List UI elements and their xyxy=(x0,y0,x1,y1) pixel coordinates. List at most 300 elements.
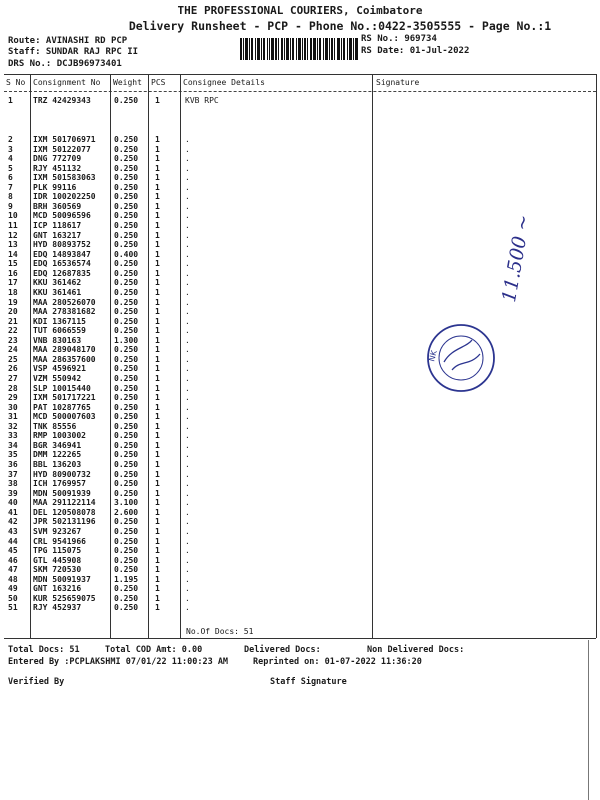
row-consignee-details: . xyxy=(185,192,190,202)
row-consignee-details: . xyxy=(185,507,190,517)
row-weight: 0.250 xyxy=(114,354,139,364)
row-consignment-no: IXM 501717221 xyxy=(33,393,96,403)
row-consignee-details: . xyxy=(185,383,190,393)
row-weight: 0.250 xyxy=(114,211,139,221)
row-weight: 0.250 xyxy=(114,584,139,594)
table-row xyxy=(0,584,600,593)
row-consignee-details: . xyxy=(185,393,190,403)
row-consignment-no: KDI 1367115 xyxy=(33,316,86,326)
row-sno: 18 xyxy=(8,287,18,297)
table-row xyxy=(0,145,600,154)
company-name: THE PROFESSIONAL COURIERS, Coimbatore xyxy=(177,4,423,17)
row-pcs: 1 xyxy=(155,555,160,565)
row-consignee-details: . xyxy=(185,555,190,565)
row-consignee-details: . xyxy=(185,412,190,422)
row-weight: 3.100 xyxy=(114,498,139,508)
col-header-weight: Weight xyxy=(113,78,142,87)
row-sno: 20 xyxy=(8,307,18,317)
row-weight: 0.250 xyxy=(114,96,139,105)
row-consignee-details: . xyxy=(185,440,190,450)
row-sno: 50 xyxy=(8,593,18,603)
row-weight: 0.250 xyxy=(114,307,139,317)
row-consignment-no: CRL 9541966 xyxy=(33,536,86,546)
row-weight: 0.250 xyxy=(114,316,139,326)
row-sno: 39 xyxy=(8,488,18,498)
row-weight: 0.250 xyxy=(114,565,139,575)
row-weight: 0.250 xyxy=(114,479,139,489)
row-consignment-no: SLP 10015440 xyxy=(33,383,91,393)
row-sno: 26 xyxy=(8,364,18,374)
table-row xyxy=(0,192,600,201)
row-weight: 0.250 xyxy=(114,182,139,192)
row-pcs: 1 xyxy=(155,163,160,173)
row-sno: 29 xyxy=(8,393,18,403)
row-consignment-no: DNG 772709 xyxy=(33,154,82,164)
row-consignee-details: . xyxy=(185,211,190,221)
row-sno: 5 xyxy=(8,163,13,173)
row-sno: 3 xyxy=(8,144,13,154)
table-row xyxy=(0,211,600,220)
row-consignee-details: . xyxy=(185,287,190,297)
row-pcs: 1 xyxy=(155,335,160,345)
row-weight: 0.250 xyxy=(114,173,139,183)
row-consignee-details: . xyxy=(185,374,190,383)
row-pcs: 1 xyxy=(155,498,160,508)
round-stamp xyxy=(422,318,500,398)
table-row xyxy=(0,317,600,326)
table-row xyxy=(0,403,600,412)
row-consignment-no: TUT 6066559 xyxy=(33,326,86,336)
row-consignee-details: . xyxy=(185,526,190,536)
row-sno: 51 xyxy=(8,603,18,613)
row-pcs: 1 xyxy=(155,565,160,575)
row-pcs: 1 xyxy=(155,201,160,211)
row-weight: 0.250 xyxy=(114,326,139,336)
row-sno: 14 xyxy=(8,249,18,259)
row-pcs: 1 xyxy=(155,536,160,546)
row-sno: 41 xyxy=(8,507,18,517)
row-weight: 0.250 xyxy=(114,345,139,355)
row-consignee-details: . xyxy=(185,278,190,288)
table-row xyxy=(0,345,600,354)
row-sno: 33 xyxy=(8,431,18,441)
row-weight: 0.250 xyxy=(114,421,139,431)
row-sno: 47 xyxy=(8,565,18,575)
row-consignment-no: ICP 118617 xyxy=(33,221,82,231)
row-pcs: 1 xyxy=(155,230,160,240)
row-weight: 1.300 xyxy=(114,335,139,345)
row-weight: 0.250 xyxy=(114,144,139,154)
row-sno: 9 xyxy=(8,201,13,211)
row-consignment-no: VSP 4596921 xyxy=(33,364,86,374)
row-consignment-no: EDQ 16536574 xyxy=(33,259,91,269)
row-weight: 0.250 xyxy=(114,221,139,231)
col-header-consignee: Consignee Details xyxy=(183,78,265,87)
row-consignee-details: . xyxy=(185,135,190,144)
row-sno: 23 xyxy=(8,335,18,345)
row-pcs: 1 xyxy=(155,345,160,355)
row-pcs: 1 xyxy=(155,316,160,326)
row-consignment-no: MAA 286357600 xyxy=(33,354,96,364)
row-weight: 0.250 xyxy=(114,536,139,546)
row-pcs: 1 xyxy=(155,364,160,374)
row-weight: 0.250 xyxy=(114,268,139,278)
row-consignee-details: . xyxy=(185,402,190,412)
row-consignment-no: MDN 50091937 xyxy=(33,574,91,584)
row-consignment-no: SVM 923267 xyxy=(33,526,82,536)
row-sno: 24 xyxy=(8,345,18,355)
row-consignment-no: KKU 361462 xyxy=(33,278,82,288)
row-sno: 10 xyxy=(8,211,18,221)
row-weight: 0.250 xyxy=(114,440,139,450)
row-consignment-no: EDQ 12687835 xyxy=(33,268,91,278)
row-weight: 0.250 xyxy=(114,393,139,403)
row-pcs: 1 xyxy=(155,287,160,297)
row-weight: 0.250 xyxy=(114,201,139,211)
table-row xyxy=(0,594,600,603)
rs-number: RS No.: 969734 xyxy=(361,34,437,44)
row-weight: 0.250 xyxy=(114,192,139,202)
row-consignee-details: . xyxy=(185,326,190,336)
row-consignment-no: MCD 50096596 xyxy=(33,211,91,221)
row-consignment-no: HYD 80893752 xyxy=(33,240,91,250)
row-pcs: 1 xyxy=(155,259,160,269)
row-consignment-no: DMM 122265 xyxy=(33,450,82,460)
col-header-pcs: PCS xyxy=(151,78,166,87)
row-consignee-details: . xyxy=(185,584,190,594)
table-row xyxy=(0,412,600,421)
row-weight: 0.250 xyxy=(114,374,139,383)
row-sno: 34 xyxy=(8,440,18,450)
row-pcs: 1 xyxy=(155,469,160,479)
row-sno: 32 xyxy=(8,421,18,431)
row-consignee-details: . xyxy=(185,335,190,345)
row-consignee-details: . xyxy=(185,173,190,183)
barcode xyxy=(240,38,358,60)
row-consignment-no: KKU 361461 xyxy=(33,287,82,297)
row-consignment-no: JPR 502131196 xyxy=(33,517,96,527)
table-row xyxy=(0,393,600,402)
row-consignment-no: IDR 100202250 xyxy=(33,192,96,202)
row-consignee-details: . xyxy=(185,268,190,278)
header-dashed-rule xyxy=(4,91,596,92)
row-sno: 1 xyxy=(8,96,13,105)
staff-label: Staff: SUNDAR RAJ RPC II xyxy=(8,47,139,57)
row-pcs: 1 xyxy=(155,603,160,613)
table-row xyxy=(0,364,600,373)
table-row xyxy=(0,307,600,316)
row-sno: 45 xyxy=(8,546,18,556)
table-row xyxy=(0,479,600,488)
row-consignment-no: HYD 80900732 xyxy=(33,469,91,479)
table-row xyxy=(0,173,600,182)
table-row xyxy=(0,164,600,173)
row-sno: 25 xyxy=(8,354,18,364)
row-consignment-no: IXM 50122077 xyxy=(33,144,91,154)
row-sno: 4 xyxy=(8,154,13,164)
row-consignee-details: . xyxy=(185,182,190,192)
row-sno: 13 xyxy=(8,240,18,250)
row-pcs: 1 xyxy=(155,211,160,221)
row-consignee-details: . xyxy=(185,201,190,211)
row-consignment-no: MCD 500007603 xyxy=(33,412,96,422)
row-consignment-no: DEL 120508078 xyxy=(33,507,96,517)
row-sno: 46 xyxy=(8,555,18,565)
row-sno: 15 xyxy=(8,259,18,269)
table-bottom-rule xyxy=(4,638,596,639)
row-consignment-no: PAT 10287765 xyxy=(33,402,91,412)
table-row xyxy=(0,575,600,584)
row-sno: 16 xyxy=(8,268,18,278)
row-weight: 2.600 xyxy=(114,507,139,517)
row-pcs: 1 xyxy=(155,307,160,317)
row-consignment-no: IXM 501583063 xyxy=(33,173,96,183)
reprinted-on: Reprinted on: 01-07-2022 11:36:20 xyxy=(253,657,422,667)
col-header-signature: Signature xyxy=(376,78,420,87)
row-consignment-no: MAA 280526070 xyxy=(33,297,96,307)
stamp-text: NK xyxy=(427,349,439,363)
table-row xyxy=(0,135,600,144)
rs-date: RS Date: 01-Jul-2022 xyxy=(361,46,470,56)
row-consignment-no: VNB 830163 xyxy=(33,335,82,345)
table-row xyxy=(0,527,600,536)
row-consignee-details: . xyxy=(185,546,190,556)
table-row xyxy=(0,460,600,469)
handwritten-amount: 11.500 ~ xyxy=(498,212,536,304)
row-pcs: 1 xyxy=(155,412,160,422)
row-consignment-no: SKM 720530 xyxy=(33,565,82,575)
row-weight: 0.250 xyxy=(114,517,139,527)
row-consignee-details: . xyxy=(185,221,190,231)
row-sno: 31 xyxy=(8,412,18,422)
row-consignment-no: IXM 501706971 xyxy=(33,135,96,144)
table-top-rule xyxy=(4,74,596,75)
row-weight: 0.250 xyxy=(114,287,139,297)
row-weight: 0.250 xyxy=(114,546,139,556)
table-row xyxy=(0,537,600,546)
row-consignee-details: . xyxy=(185,479,190,489)
row-pcs: 1 xyxy=(155,297,160,307)
row-pcs: 1 xyxy=(155,326,160,336)
col-header-consignment: Consignment No xyxy=(33,78,101,87)
row-consignee-details: . xyxy=(185,240,190,250)
row-pcs: 1 xyxy=(155,268,160,278)
row-sno: 30 xyxy=(8,402,18,412)
row-pcs: 1 xyxy=(155,584,160,594)
row-consignee-details: . xyxy=(185,354,190,364)
row-consignee-details: KVB RPC xyxy=(185,96,219,105)
row-pcs: 1 xyxy=(155,135,160,144)
table-row xyxy=(0,202,600,211)
row-consignment-no: MAA 291122114 xyxy=(33,498,96,508)
row-consignee-details: . xyxy=(185,364,190,374)
table-row xyxy=(0,384,600,393)
row-pcs: 1 xyxy=(155,354,160,364)
row-sno: 19 xyxy=(8,297,18,307)
no-of-docs: No.Of Docs: 51 xyxy=(186,627,254,636)
row-sno: 12 xyxy=(8,230,18,240)
row-consignee-details: . xyxy=(185,593,190,603)
table-row xyxy=(0,326,600,335)
row-pcs: 1 xyxy=(155,479,160,489)
row-weight: 0.250 xyxy=(114,230,139,240)
row-consignee-details: . xyxy=(185,574,190,584)
table-row xyxy=(0,96,600,105)
row-pcs: 1 xyxy=(155,450,160,460)
staff-signature-label: Staff Signature xyxy=(270,677,347,687)
table-row xyxy=(0,422,600,431)
row-sno: 35 xyxy=(8,450,18,460)
row-consignment-no: TPG 115075 xyxy=(33,546,82,556)
row-consignee-details: . xyxy=(185,498,190,508)
row-sno: 6 xyxy=(8,173,13,183)
row-sno: 37 xyxy=(8,469,18,479)
table-row xyxy=(0,489,600,498)
row-consignment-no: MAA 289048170 xyxy=(33,345,96,355)
row-weight: 0.250 xyxy=(114,593,139,603)
row-consignee-details: . xyxy=(185,536,190,546)
row-pcs: 1 xyxy=(155,96,160,105)
row-weight: 0.250 xyxy=(114,163,139,173)
table-row xyxy=(0,336,600,345)
row-weight: 0.250 xyxy=(114,526,139,536)
row-consignment-no: RMP 1003002 xyxy=(33,431,86,441)
row-weight: 0.250 xyxy=(114,488,139,498)
row-weight: 0.250 xyxy=(114,450,139,460)
verified-by-label: Verified By xyxy=(8,677,65,687)
row-consignment-no: GNT 163216 xyxy=(33,584,82,594)
row-consignee-details: . xyxy=(185,603,190,613)
row-pcs: 1 xyxy=(155,278,160,288)
row-weight: 0.250 xyxy=(114,431,139,441)
row-sno: 40 xyxy=(8,498,18,508)
total-docs: Total Docs: 51 xyxy=(8,645,80,655)
row-weight: 0.250 xyxy=(114,154,139,164)
row-consignment-no: TRZ 42429343 xyxy=(33,96,91,105)
row-consignee-details: . xyxy=(185,517,190,527)
row-pcs: 1 xyxy=(155,517,160,527)
row-weight: 0.250 xyxy=(114,297,139,307)
row-pcs: 1 xyxy=(155,421,160,431)
row-pcs: 1 xyxy=(155,383,160,393)
row-weight: 1.195 xyxy=(114,574,139,584)
row-weight: 0.250 xyxy=(114,364,139,374)
row-pcs: 1 xyxy=(155,221,160,231)
row-sno: 42 xyxy=(8,517,18,527)
row-pcs: 1 xyxy=(155,593,160,603)
row-consignee-details: . xyxy=(185,249,190,259)
row-consignment-no: TNK 85556 xyxy=(33,421,77,431)
row-consignee-details: . xyxy=(185,469,190,479)
row-consignee-details: . xyxy=(185,230,190,240)
table-row xyxy=(0,508,600,517)
row-sno: 2 xyxy=(8,135,13,144)
table-row xyxy=(0,441,600,450)
table-row xyxy=(0,556,600,565)
row-pcs: 1 xyxy=(155,173,160,183)
row-sno: 8 xyxy=(8,192,13,202)
row-consignment-no: RJY 452937 xyxy=(33,603,82,613)
table-row xyxy=(0,517,600,526)
row-consignee-details: . xyxy=(185,307,190,317)
row-sno: 17 xyxy=(8,278,18,288)
row-pcs: 1 xyxy=(155,440,160,450)
row-consignee-details: . xyxy=(185,154,190,164)
row-weight: 0.250 xyxy=(114,412,139,422)
row-sno: 44 xyxy=(8,536,18,546)
table-row xyxy=(0,498,600,507)
row-sno: 36 xyxy=(8,460,18,470)
drs-number: DRS No.: DCJB96973401 xyxy=(8,59,122,69)
row-consignment-no: BRH 360569 xyxy=(33,201,82,211)
row-weight: 0.250 xyxy=(114,555,139,565)
row-consignee-details: . xyxy=(185,450,190,460)
row-consignment-no: MDN 50091939 xyxy=(33,488,91,498)
row-pcs: 1 xyxy=(155,249,160,259)
row-weight: 0.250 xyxy=(114,603,139,613)
row-pcs: 1 xyxy=(155,546,160,556)
total-cod-amount: Total COD Amt: 0.00 xyxy=(105,645,203,655)
row-consignee-details: . xyxy=(185,259,190,269)
runsheet-title: Delivery Runsheet - PCP - Phone No.:0422-3505555 - Page No.:1 xyxy=(128,19,552,33)
row-weight: 0.250 xyxy=(114,469,139,479)
row-consignee-details: . xyxy=(185,565,190,575)
row-sno: 49 xyxy=(8,584,18,594)
row-consignment-no: GNT 163217 xyxy=(33,230,82,240)
row-pcs: 1 xyxy=(155,144,160,154)
delivered-docs: Delivered Docs: xyxy=(244,645,321,655)
table-row xyxy=(0,355,600,364)
table-row xyxy=(0,154,600,163)
row-consignee-details: . xyxy=(185,421,190,431)
row-sno: 27 xyxy=(8,374,18,383)
row-consignment-no: KUR 525659075 xyxy=(33,593,96,603)
table-row xyxy=(0,603,600,612)
table-row xyxy=(0,374,600,383)
row-pcs: 1 xyxy=(155,393,160,403)
row-consignment-no: RJY 451132 xyxy=(33,163,82,173)
row-pcs: 1 xyxy=(155,574,160,584)
table-row xyxy=(0,431,600,440)
row-consignment-no: BBL 136203 xyxy=(33,460,82,470)
row-consignment-no: EDQ 14893847 xyxy=(33,249,91,259)
row-pcs: 1 xyxy=(155,374,160,383)
row-sno: 38 xyxy=(8,479,18,489)
row-weight: 0.250 xyxy=(114,259,139,269)
route-label: Route: AVINASHI RD PCP xyxy=(8,36,128,46)
entered-by: Entered By :PCPLAKSHMI 07/01/22 11:00:23 AM xyxy=(8,657,229,667)
row-pcs: 1 xyxy=(155,402,160,412)
row-pcs: 1 xyxy=(155,526,160,536)
row-consignment-no: PLK 99116 xyxy=(33,182,77,192)
row-consignee-details: . xyxy=(185,297,190,307)
row-sno: 21 xyxy=(8,316,18,326)
row-pcs: 1 xyxy=(155,182,160,192)
row-consignee-details: . xyxy=(185,488,190,498)
row-consignee-details: . xyxy=(185,431,190,441)
row-consignment-no: GTL 445908 xyxy=(33,555,82,565)
row-weight: 0.250 xyxy=(114,135,139,144)
row-consignment-no: VZM 550942 xyxy=(33,374,82,383)
row-weight: 0.250 xyxy=(114,460,139,470)
row-pcs: 1 xyxy=(155,460,160,470)
row-pcs: 1 xyxy=(155,154,160,164)
row-weight: 0.250 xyxy=(114,278,139,288)
row-pcs: 1 xyxy=(155,488,160,498)
row-sno: 28 xyxy=(8,383,18,393)
table-row xyxy=(0,565,600,574)
row-sno: 22 xyxy=(8,326,18,336)
